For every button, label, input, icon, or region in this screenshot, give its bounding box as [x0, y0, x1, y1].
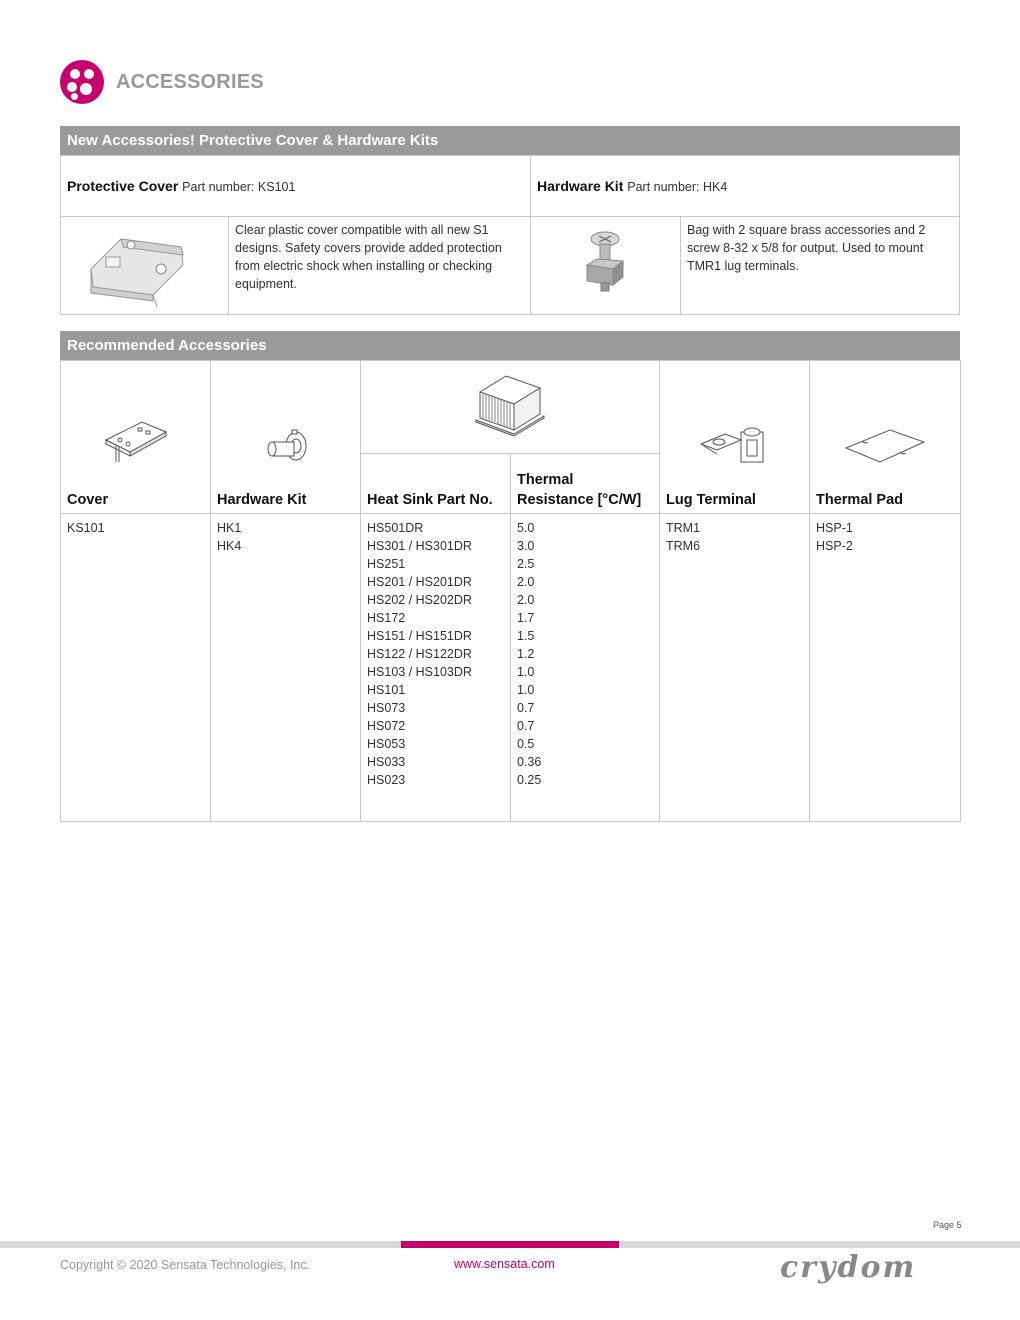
crydom-logo: crydom — [780, 1250, 917, 1285]
hardware-kit-image-cell — [530, 216, 681, 315]
recommended-accessories-title-bar: Recommended Accessories — [60, 331, 960, 360]
protective-cover-name: Protective Cover — [67, 178, 179, 194]
heat-sink-value: HS033 — [367, 755, 406, 769]
heat-sink-value: HS251 — [367, 557, 406, 571]
heat-sink-header: Heat Sink Part No. — [367, 492, 493, 508]
protective-cover-image-cell — [60, 216, 229, 315]
hardware-kit-description: Bag with 2 square brass accessories and 2 screw 8-32 x 5/8 for output. Used to mount TMR1 lug terminals. — [687, 223, 926, 273]
hardware-kit-description-cell — [680, 216, 960, 315]
thermal-resistance-value: 2.0 — [517, 575, 535, 589]
hardware-kit-part: Part number: HK4 — [627, 180, 728, 194]
protective-cover-description-cell — [228, 216, 531, 315]
thermal-resistance-value: 0.7 — [517, 719, 535, 733]
heat-sink-value: HS202 / HS202DR — [367, 593, 472, 607]
heat-sink-value: HS501DR — [367, 521, 424, 535]
lug-terminal-value: TRM1 — [666, 521, 701, 535]
thermal-resistance-value: 0.25 — [517, 773, 542, 787]
lug-terminal-image — [695, 424, 775, 474]
hardware-kit-heading-cell — [530, 155, 960, 217]
lug-terminal-values-cell — [660, 514, 810, 822]
heat-sink-value: HS073 — [367, 701, 406, 715]
heat-sink-value: HS103 / HS103DR — [367, 665, 472, 679]
cover-values-cell — [61, 514, 211, 822]
thermal-resistance-header-line2: Resistance [°C/W] — [517, 492, 642, 508]
thermal-pad-value: HSP-1 — [816, 521, 853, 535]
hardware-kit-value: HK1 — [217, 521, 242, 535]
hardware-kit-value: HK4 — [217, 539, 242, 553]
heat-sink-value: HS023 — [367, 773, 406, 787]
protective-cover-part: Part number: KS101 — [182, 180, 296, 194]
thermal-resistance-value: 5.0 — [517, 521, 535, 535]
thermal-resistance-header-line1: Thermal — [517, 472, 574, 488]
protective-cover-image — [61, 217, 230, 316]
sensata-logo-icon — [60, 60, 104, 104]
heat-sink-image — [470, 368, 550, 438]
hardware-kit-name: Hardware Kit — [537, 178, 624, 194]
section-title: ACCESSORIES — [116, 70, 264, 93]
copyright-text: Copyright © 2020 Sensata Technologies, Inc. — [60, 1258, 311, 1272]
hardware-kit-header: Hardware Kit — [217, 492, 307, 508]
thermal-pad-header-cell — [810, 361, 961, 514]
new-accessories-title-bar: New Accessories! Protective Cover & Hardware Kits — [60, 126, 960, 155]
lug-terminal-header: Lug Terminal — [666, 492, 756, 508]
heat-sink-header-cell — [361, 454, 511, 514]
protective-cover-description: Clear plastic cover compatible with all new S1 designs. Safety covers provide added protection from electric shock when installing or checking equipment. — [235, 223, 502, 291]
hardware-kit-small-image — [256, 426, 316, 476]
thermal-resistance-value: 3.0 — [517, 539, 535, 553]
thermal-resistance-value: 2.5 — [517, 557, 535, 571]
page-number: Page 5 — [933, 1220, 962, 1230]
cover-image — [96, 414, 176, 474]
cover-header-cell — [61, 361, 211, 514]
heat-sink-value: HS301 / HS301DR — [367, 539, 472, 553]
heat-sink-image-cell — [361, 361, 660, 454]
thermal-resistance-value: 2.0 — [517, 593, 535, 607]
heat-sink-value: HS053 — [367, 737, 406, 751]
thermal-resistance-values-cell — [511, 514, 660, 822]
heat-sink-value: HS122 / HS122DR — [367, 647, 472, 661]
page-header — [60, 60, 264, 104]
thermal-resistance-value: 1.5 — [517, 629, 535, 643]
thermal-pad-values-cell — [810, 514, 961, 822]
thermal-resistance-value: 0.5 — [517, 737, 535, 751]
recommended-accessories-table — [60, 360, 961, 822]
heat-sink-value: HS172 — [367, 611, 406, 625]
hardware-kit-image — [531, 217, 682, 316]
thermal-pad-header: Thermal Pad — [816, 492, 904, 508]
thermal-resistance-value: 1.0 — [517, 683, 535, 697]
heat-sink-value: HS201 / HS201DR — [367, 575, 472, 589]
heat-sink-value: HS151 / HS151DR — [367, 629, 472, 643]
thermal-resistance-value: 1.0 — [517, 665, 535, 679]
footer-accent-bar — [401, 1241, 619, 1248]
thermal-resistance-header-cell — [511, 454, 660, 514]
thermal-resistance-value: 0.7 — [517, 701, 535, 715]
lug-terminal-header-cell — [660, 361, 810, 514]
hardware-kit-values-cell — [211, 514, 361, 822]
heat-sink-values-cell — [361, 514, 511, 822]
cover-header: Cover — [67, 492, 109, 508]
protective-cover-heading-cell — [60, 155, 531, 217]
heat-sink-value: HS101 — [367, 683, 406, 697]
hardware-kit-header-cell — [211, 361, 361, 514]
thermal-resistance-value: 0.36 — [517, 755, 542, 769]
cover-value: KS101 — [67, 521, 105, 535]
website-link[interactable]: www.sensata.com — [454, 1257, 555, 1271]
thermal-resistance-value: 1.7 — [517, 611, 535, 625]
thermal-pad-image — [840, 424, 930, 474]
thermal-pad-value: HSP-2 — [816, 539, 853, 553]
thermal-resistance-value: 1.2 — [517, 647, 535, 661]
heat-sink-value: HS072 — [367, 719, 406, 733]
lug-terminal-value: TRM6 — [666, 539, 701, 553]
